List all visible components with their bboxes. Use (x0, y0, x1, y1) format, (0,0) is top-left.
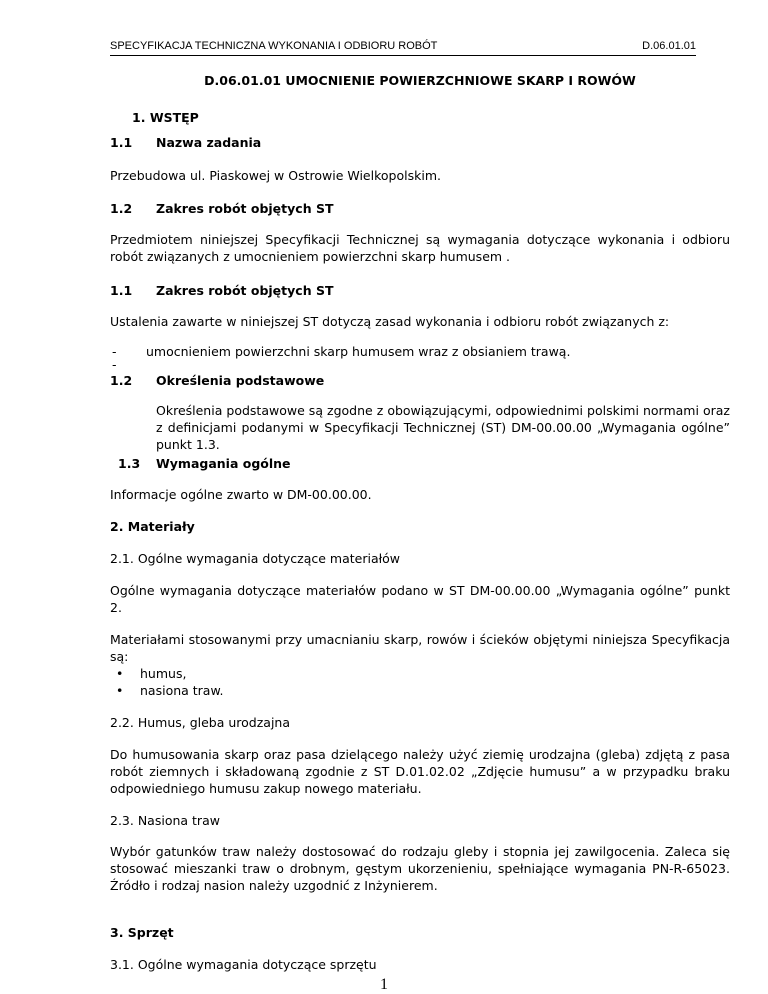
section-1-2-title: Zakres robót objętych ST (156, 201, 334, 216)
section-1-1-number: 1.1 (110, 135, 133, 150)
material-item-grass-seeds: • nasiona traw. (110, 682, 730, 699)
section-2-3-text: Wybór gatunków traw należy dostosować do rodzaju gleby i stopnia jej zawilgocenia. Zaleca się stosować mieszanki traw o drobnym, gęstym ukorzenieniu, spełniające wymagania PN-R-65023. Źródło i rodzaj nasion należy uzgodnić z Inżynierem. (110, 844, 730, 893)
section-2-1-text: Ogólne wymagania dotyczące materiałów podano w ST DM-00.00.00 „Wymagania ogólne” punkt 2. (110, 583, 730, 615)
section-1-2b-title: Określenia podstawowe (156, 373, 325, 388)
section-3-heading: 3. Sprzęt (110, 925, 174, 940)
section-1-3-title: Wymagania ogólne (156, 456, 291, 471)
header-left: SPECYFIKACJA TECHNICZNA WYKONANIA I ODBIORU ROBÓT (110, 40, 438, 52)
section-1-1b-text: Ustalenia zawarte w niniejszej ST dotyczą zasad wykonania i odbioru robót związanych z: (110, 314, 670, 329)
dash-marker-empty: - (112, 357, 117, 372)
section-1-heading (132, 109, 432, 126)
dash-list (110, 343, 730, 370)
page-header (110, 40, 696, 56)
page-number: 1 (380, 976, 388, 993)
header-right: D.06.01.01 (642, 40, 696, 52)
section-1-title: WSTĘP (149, 110, 199, 125)
section-2-1-heading: 2.1. Ogólne wymagania dotyczące materiałów (110, 551, 401, 566)
section-2-2-text: Do humusowania skarp oraz pasa dzielącego należy użyć ziemię urodzajna (gleba) zdjętą z pasa robót ziemnych i składowaną zgodnie z ST D.01.02.02 „Zdjęcie humusu” a w przypadku braku odpowiedniego humusu zakup nowego materiału. (110, 747, 730, 796)
dash-item-empty (110, 357, 730, 372)
section-2-1-materials-text: Materiałami stosowanymi przy umacnianiu skarp, rowów i ścieków objętymi niniejsza Specyfikacja są: (110, 632, 730, 664)
dash-marker: - (112, 344, 117, 359)
section-1-2-text: Przedmiotem niniejszej Specyfikacji Technicznej są wymagania dotyczące wykonania i odbioru robót związanych z umocnieniem powierzchni skarp humusem . (110, 232, 730, 264)
dash-item (110, 343, 730, 360)
section-2-heading: 2. Materiały (110, 519, 195, 534)
section-1-1-text: Przebudowa ul. Piaskowej w Ostrowie Wielkopolskim. (110, 168, 441, 183)
dash-item-text: umocnieniem powierzchni skarp humusem wraz z obsianiem trawą. (146, 344, 571, 359)
section-1-2b-text: Określenia podstawowe są zgodne z obowiązującymi, odpowiednimi polskimi normami oraz z definicjami podanymi w Specyfikacji Technicznej (ST) DM-00.00.00 „Wymagania ogólne” punkt 1.3. (156, 403, 730, 452)
section-2-3-heading: 2.3. Nasiona traw (110, 813, 220, 828)
material-item-humus: • humus, (110, 665, 730, 682)
section-1-1-title: Nazwa zadania (156, 135, 262, 150)
section-1-2-number: 1.2 (110, 201, 133, 216)
section-2-2-heading: 2.2. Humus, gleba urodzajna (110, 715, 291, 730)
section-1-1b-number: 1.1 (110, 283, 133, 298)
materials-list (110, 665, 730, 699)
section-1-2b-number: 1.2 (110, 373, 133, 388)
materials-bullets (110, 665, 730, 699)
document-title: D.06.01.01 UMOCNIENIE POWIERZCHNIOWE SKARP I ROWÓW (204, 73, 636, 88)
section-1-number: 1. (132, 110, 146, 125)
section-1-3-text: Informacje ogólne zwarto w DM-00.00.00. (110, 487, 372, 502)
section-1-3-number: 1.3 (118, 456, 141, 471)
section-3-1-heading: 3.1. Ogólne wymagania dotyczące sprzętu (110, 957, 377, 972)
section-1-1b-title: Zakres robót objętych ST (156, 283, 334, 298)
